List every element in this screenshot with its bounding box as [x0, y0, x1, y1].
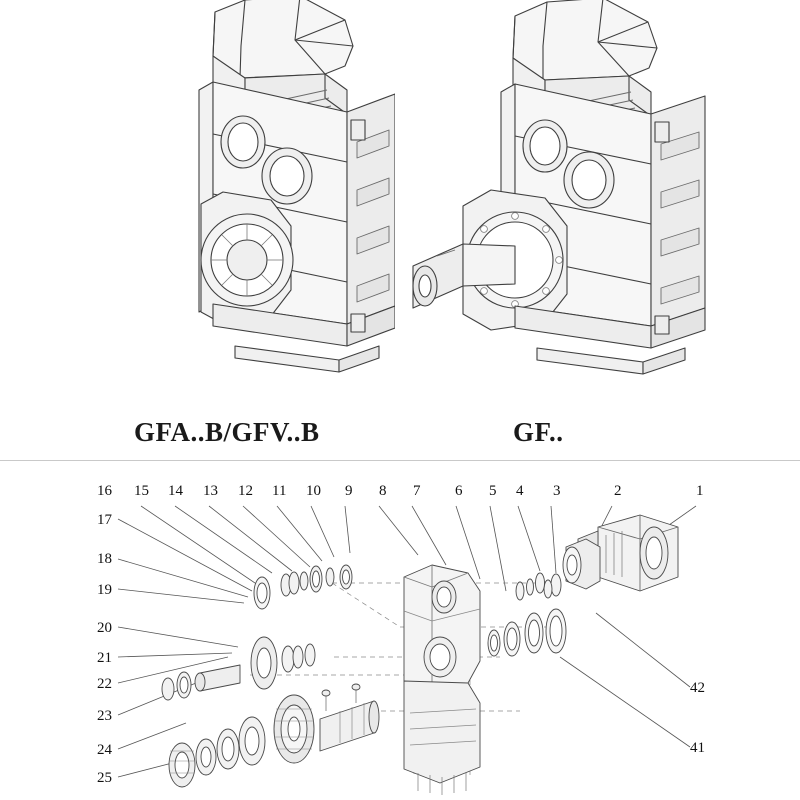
exploded-parts-diagram: [0, 461, 800, 800]
callout-19: 19: [97, 582, 112, 598]
callout-5: 5: [489, 483, 497, 499]
callout-42: 42: [690, 680, 705, 696]
callout-17: 17: [97, 512, 112, 528]
callout-8: 8: [379, 483, 387, 499]
gearbox-left-view: [95, 0, 395, 404]
callout-11: 11: [272, 483, 287, 499]
callout-2: 2: [614, 483, 622, 499]
caption-right-model: GF..: [513, 417, 564, 447]
callout-10: 10: [306, 483, 321, 499]
caption-left-model: GFA..B/GFV..B: [134, 417, 320, 447]
callout-23: 23: [97, 708, 112, 724]
callout-9: 9: [345, 483, 353, 499]
gearbox-right-view: [405, 0, 715, 404]
exploded-parts-svg: [0, 461, 800, 800]
callout-20: 20: [97, 620, 112, 636]
callout-16: 16: [97, 483, 112, 499]
callout-14: 14: [168, 483, 183, 499]
callout-6: 6: [455, 483, 463, 499]
callout-7: 7: [413, 483, 421, 499]
callout-18: 18: [97, 551, 112, 567]
callout-13: 13: [203, 483, 218, 499]
callout-12: 12: [238, 483, 253, 499]
callout-15: 15: [134, 483, 149, 499]
callout-4: 4: [516, 483, 524, 499]
callout-41: 41: [690, 740, 705, 756]
callout-24: 24: [97, 742, 112, 758]
callout-3: 3: [553, 483, 561, 499]
callout-21: 21: [97, 650, 112, 666]
callout-1: 1: [696, 483, 704, 499]
callout-22: 22: [97, 676, 112, 692]
callout-25: 25: [97, 770, 112, 786]
